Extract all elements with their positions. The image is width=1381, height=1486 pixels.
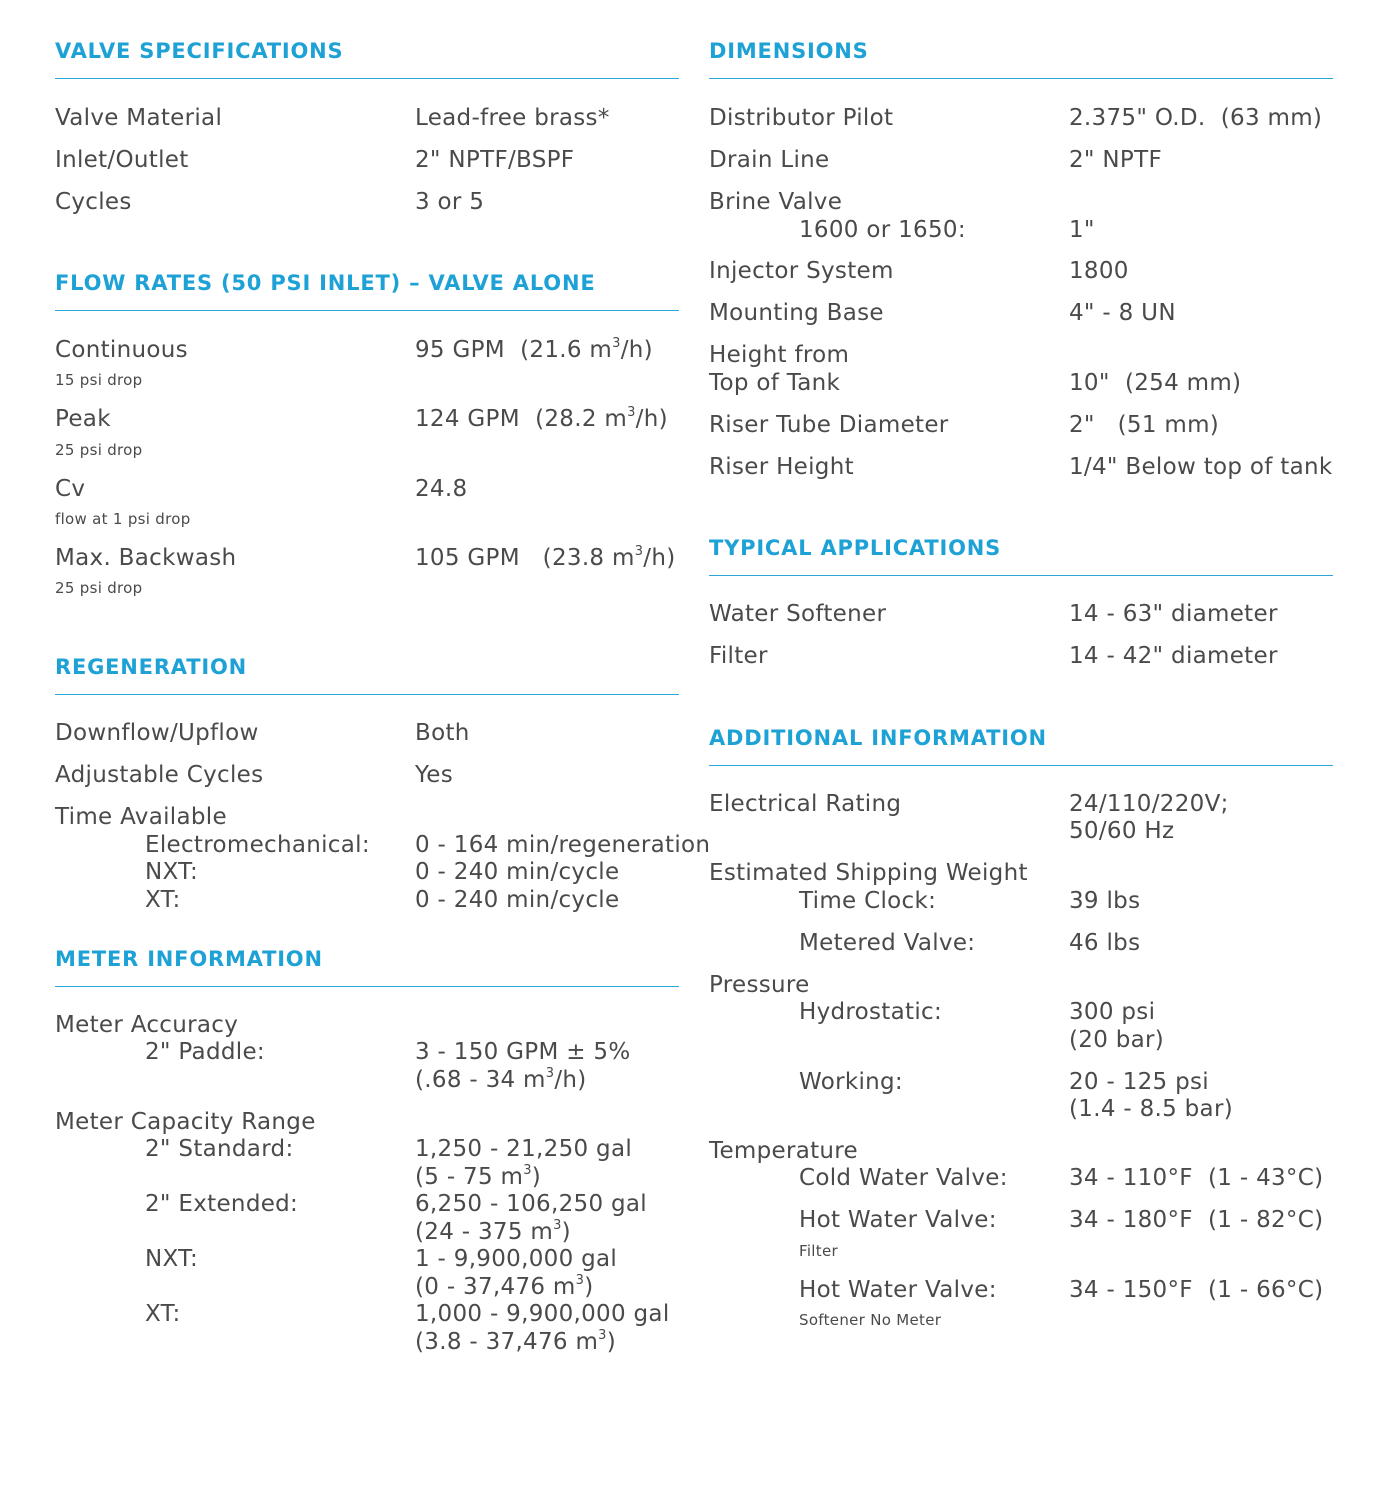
- spec-label: Pressure: [709, 972, 810, 998]
- spec-sublabel: Hot Water Valve:: [799, 1277, 997, 1303]
- spec-label: Peak: [55, 406, 111, 432]
- spec-value: 34 - 180°F (1 - 82°C): [1069, 1207, 1324, 1233]
- spec-label: Riser Height: [709, 454, 854, 480]
- spec-label: Mounting Base: [709, 300, 884, 326]
- spec-sublabel: Metered Valve:: [799, 930, 976, 956]
- spec-label: Downflow/Upflow: [55, 720, 259, 746]
- spec-note: flow at 1 psi drop: [55, 510, 191, 528]
- spec-sublabel: 2" Extended:: [145, 1191, 299, 1217]
- spec-label: Electrical Rating: [709, 791, 902, 817]
- spec-value: 10" (254 mm): [1069, 370, 1242, 396]
- section-title: REGENERATION: [55, 655, 247, 679]
- spec-label: Top of Tank: [709, 370, 841, 396]
- spec-sublabel: NXT:: [145, 1246, 199, 1272]
- spec-label: Brine Valve: [709, 189, 843, 215]
- spec-value: 3 - 150 GPM ± 5%: [415, 1039, 631, 1065]
- spec-sublabel: Working:: [799, 1069, 903, 1095]
- spec-value: 105 GPM (23.8 $m^3/h$): [415, 544, 676, 571]
- section-title: METER INFORMATION: [55, 947, 323, 971]
- spec-sublabel: NXT:: [145, 859, 199, 885]
- spec-value: 4" - 8 UN: [1069, 300, 1176, 326]
- spec-value: 34 - 150°F (1 - 66°C): [1069, 1277, 1324, 1303]
- spec-sublabel: Hydrostatic:: [799, 999, 943, 1025]
- spec-label: Estimated Shipping Weight: [709, 860, 1028, 886]
- spec-value: Both: [415, 720, 470, 746]
- spec-label: Height from: [709, 342, 850, 368]
- spec-note: 15 psi drop: [55, 371, 143, 389]
- spec-label: Cycles: [55, 189, 132, 215]
- spec-value: 1800: [1069, 258, 1129, 284]
- section-divider: [55, 986, 679, 987]
- spec-value: 46 lbs: [1069, 930, 1141, 956]
- spec-value: 2.375" O.D. (63 mm): [1069, 105, 1323, 131]
- spec-value: (24 - 375 $m^3$): [415, 1218, 571, 1245]
- spec-sublabel: 2" Standard:: [145, 1136, 294, 1162]
- spec-sublabel: 1600 or 1650:: [799, 217, 966, 243]
- spec-value: 124 GPM (28.2 $m^3/h$): [415, 405, 668, 432]
- spec-value: Lead-free brass*: [415, 105, 610, 131]
- spec-value: 39 lbs: [1069, 888, 1141, 914]
- spec-sublabel: 2" Paddle:: [145, 1039, 265, 1065]
- spec-value: 14 - 63" diameter: [1069, 601, 1278, 627]
- spec-note: 25 psi drop: [55, 579, 143, 597]
- spec-label: Riser Tube Diameter: [709, 412, 949, 438]
- spec-value: (0 - 37,476 $m^3$): [415, 1273, 594, 1300]
- section-divider: [55, 694, 679, 695]
- spec-sublabel: Time Clock:: [799, 888, 937, 914]
- spec-value: 1/4" Below top of tank: [1069, 454, 1333, 480]
- spec-value: 300 psi: [1069, 999, 1156, 1025]
- spec-label: Adjustable Cycles: [55, 762, 264, 788]
- section-title: ADDITIONAL INFORMATION: [709, 726, 1047, 750]
- section-divider: [709, 78, 1333, 79]
- spec-label: Water Softener: [709, 601, 887, 627]
- spec-value: 14 - 42" diameter: [1069, 643, 1278, 669]
- spec-value: 24.8: [415, 476, 468, 502]
- spec-label: Temperature: [709, 1138, 858, 1164]
- spec-label: Drain Line: [709, 147, 830, 173]
- spec-value: 2" (51 mm): [1069, 412, 1220, 438]
- spec-sublabel: XT:: [145, 1301, 181, 1327]
- spec-sublabel: Hot Water Valve:: [799, 1207, 997, 1233]
- spec-label: Max. Backwash: [55, 545, 237, 571]
- spec-note: 25 psi drop: [55, 441, 143, 459]
- spec-note: Filter: [799, 1242, 838, 1260]
- spec-value: 20 - 125 psi: [1069, 1069, 1209, 1095]
- spec-value: 0 - 164 min/regeneration: [415, 832, 711, 858]
- spec-value: 6,250 - 106,250 gal: [415, 1191, 647, 1217]
- spec-value: 1": [1069, 217, 1095, 243]
- spec-value: 95 GPM (21.6 $m^3/h$): [415, 336, 653, 363]
- section-title: TYPICAL APPLICATIONS: [709, 536, 1002, 560]
- spec-value: 24/110/220V;: [1069, 791, 1229, 817]
- spec-label: Time Available: [55, 804, 227, 830]
- spec-label: Meter Capacity Range: [55, 1109, 316, 1135]
- spec-value: 1 - 9,900,000 gal: [415, 1246, 618, 1272]
- spec-note: Softener No Meter: [799, 1311, 942, 1329]
- section-divider: [709, 575, 1333, 576]
- spec-value: 2" NPTF/BSPF: [415, 147, 575, 173]
- spec-sublabel: Cold Water Valve:: [799, 1165, 1008, 1191]
- spec-value: Yes: [415, 762, 454, 788]
- spec-label: Continuous: [55, 337, 188, 363]
- section-title: VALVE SPECIFICATIONS: [55, 39, 344, 63]
- spec-value: 50/60 Hz: [1069, 818, 1175, 844]
- spec-value: 3 or 5: [415, 189, 485, 215]
- section-title: FLOW RATES (50 PSI INLET) – VALVE ALONE: [55, 271, 596, 295]
- spec-value: 2" NPTF: [1069, 147, 1162, 173]
- spec-label: Filter: [709, 643, 768, 669]
- spec-label: Injector System: [709, 258, 894, 284]
- spec-label: Distributor Pilot: [709, 105, 894, 131]
- spec-value: 0 - 240 min/cycle: [415, 859, 620, 885]
- section-divider: [55, 310, 679, 311]
- spec-sublabel: XT:: [145, 887, 181, 913]
- spec-value: (.68 - 34 $m^3/h$): [415, 1066, 587, 1093]
- spec-label: Valve Material: [55, 105, 223, 131]
- section-title: DIMENSIONS: [709, 39, 869, 63]
- spec-value: 34 - 110°F (1 - 43°C): [1069, 1165, 1324, 1191]
- spec-value: 1,000 - 9,900,000 gal: [415, 1301, 670, 1327]
- section-divider: [709, 765, 1333, 766]
- section-divider: [55, 78, 679, 79]
- spec-value: 1,250 - 21,250 gal: [415, 1136, 633, 1162]
- spec-label: Inlet/Outlet: [55, 147, 189, 173]
- spec-value: (5 - 75 $m^3$): [415, 1163, 542, 1190]
- spec-value: 0 - 240 min/cycle: [415, 887, 620, 913]
- spec-label: Cv: [55, 476, 86, 502]
- spec-value: (3.8 - 37,476 $m^3$): [415, 1328, 617, 1355]
- spec-sublabel: Electromechanical:: [145, 832, 370, 858]
- spec-value: (20 bar): [1069, 1027, 1165, 1053]
- spec-label: Meter Accuracy: [55, 1012, 239, 1038]
- spec-value: (1.4 - 8.5 bar): [1069, 1096, 1233, 1122]
